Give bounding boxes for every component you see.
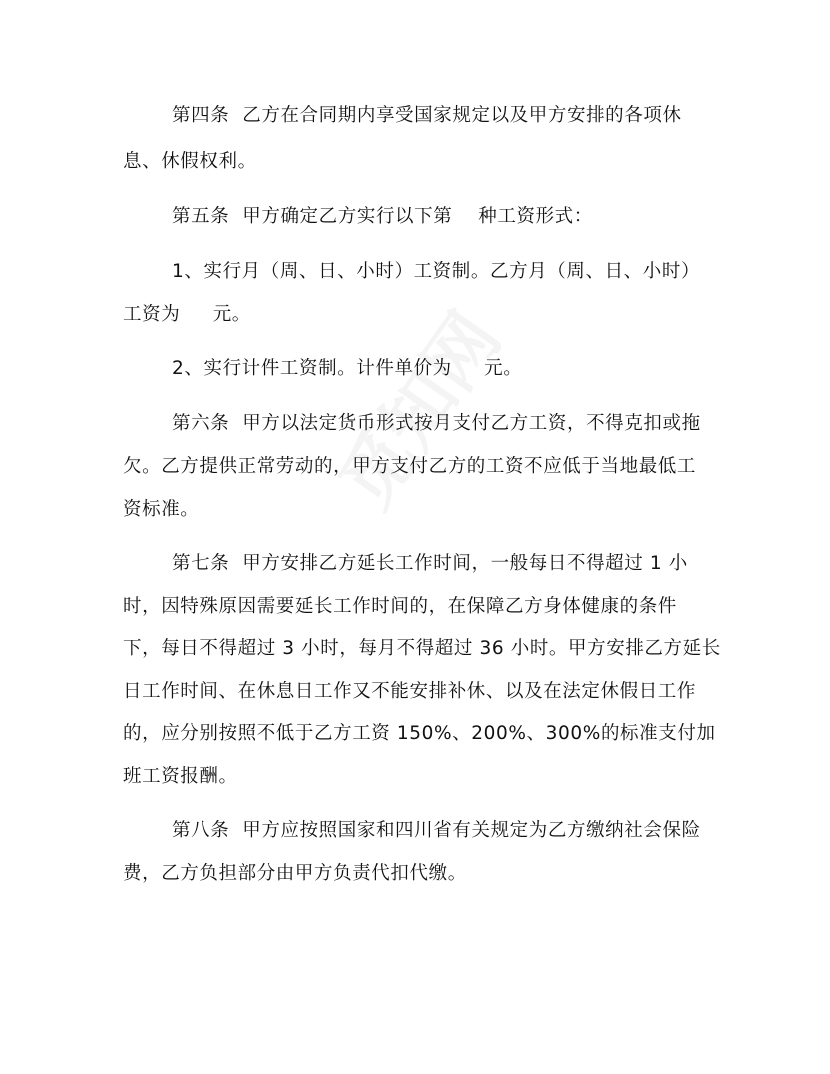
article-6-line-2: 欠。乙方提供正常劳动的，甲方支付乙方的工资不应低于当地最低工: [123, 456, 697, 477]
article-7-line-4: 日工作时间、在休息日工作又不能安排补休、以及在法定休假日工作: [123, 681, 697, 702]
article-7-line-3: 下，每日不得超过 3 小时，每月不得超过 36 小时。甲方安排乙方延长: [123, 638, 721, 659]
article-5-item-1-line-1: 1、实行月（周、日、小时）工资制。乙方月（周、日、小时）: [172, 261, 701, 282]
article-8-line-2: 费，乙方负担部分由甲方负责代扣代缴。: [123, 863, 467, 884]
article-5-item-2-line-1: 2、实行计件工资制。计件单价为 元。: [172, 358, 523, 379]
article-7-line-1: 第七条 甲方安排乙方延长工作时间，一般每日不得超过 1 小: [172, 553, 688, 574]
article-8-line-1: 第八条 甲方应按照国家和四川省有关规定为乙方缴纳社会保险: [172, 820, 701, 841]
watermark: [313, 281, 528, 540]
article-7-line-2: 时，因特殊原因需要延长工作时间的，在保障乙方身体健康的条件: [123, 596, 677, 617]
article-4-line-1: 第四条 乙方在合同期内享受国家规定以及甲方安排的各项休: [172, 105, 682, 126]
article-5-item-1-line-2: 工资为 元。: [123, 304, 251, 325]
article-5-line-1: 第五条 甲方确定乙方实行以下第 种工资形式：: [172, 206, 593, 227]
article-6-line-3: 资标准。: [123, 499, 200, 520]
article-6-line-1: 第六条 甲方以法定货币形式按月支付乙方工资，不得克扣或拖: [172, 413, 701, 434]
article-7-line-5: 的，应分别按照不低于乙方工资 150%、200%、300%的标准支付加: [123, 723, 716, 744]
article-7-line-6: 班工资报酬。: [123, 766, 238, 787]
article-4-line-2: 息、休假权利。: [123, 151, 257, 172]
